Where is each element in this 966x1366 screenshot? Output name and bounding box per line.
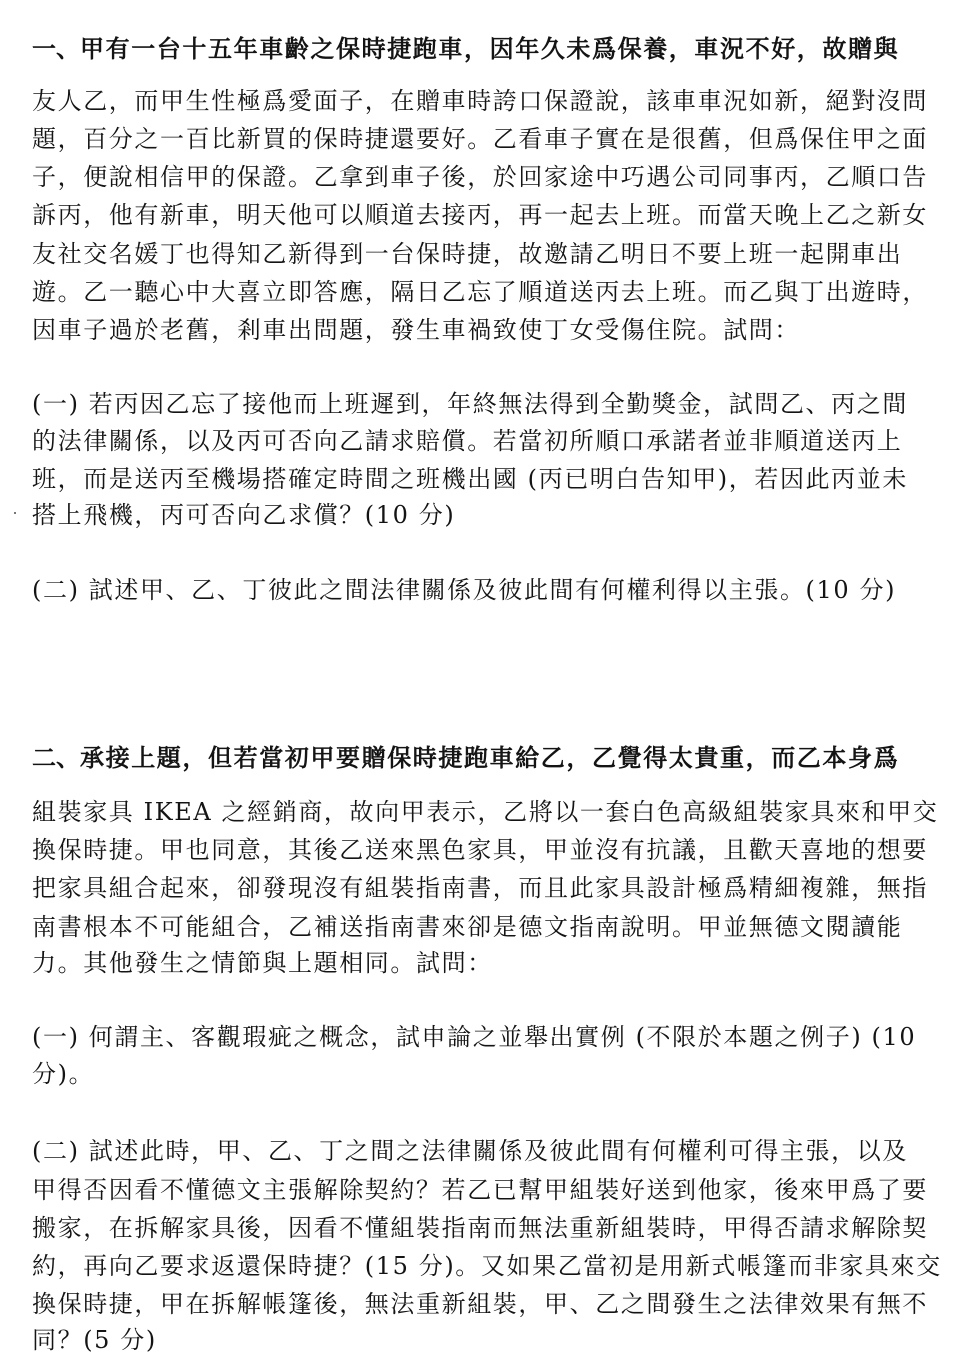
- question-1-line-4: 子，便說相信甲的保證。乙拿到車子後，於回家途中巧遇公司同事丙，乙順口告: [32, 163, 928, 191]
- question-1-line-1: [32, 34, 912, 64]
- question-2-line-5: 南書根本不可能組合，乙補送指南書來卻是德文指南說明。甲並無德文閱讀能: [32, 913, 903, 941]
- question-1-line-8: 因車子過於老舊，剎車出問題，發生車禍致使丁女受傷住院。試問：: [32, 316, 800, 344]
- question-1-sub-2-line-1: (二) 試述甲、乙、丁彼此之間法律關係及彼此間有何權利得以主張。(10 分): [32, 576, 897, 604]
- question-2-sub-1-line-1: (一) 何謂主、客觀瑕疵之概念，試申論之並舉出實例 (不限於本題之例子) (10: [32, 1023, 917, 1051]
- question-1-sub-1-line-2: 的法律關係，以及丙可否向乙請求賠償。若當初所順口承諾者並非順道送丙上: [32, 427, 903, 455]
- question-2-sub-2-line-5: 換保時捷，甲在拆解帳篷後，無法重新組裝，甲、乙之間發生之法律效果有無不: [32, 1290, 928, 1318]
- question-2-sub-2-line-1: (二) 試述此時，甲、乙、丁之間之法律關係及彼此間有何權利可得主張，以及: [32, 1137, 908, 1165]
- question-1-line-7: 遊。乙一聽心中大喜立即答應，隔日乙忘了順道送丙去上班。而乙與丁出遊時，: [32, 278, 928, 306]
- question-1-sub-1-line-1: (一) 若丙因乙忘了接他而上班遲到，年終無法得到全勤獎金，試問乙、丙之間: [32, 390, 908, 418]
- question-2-number: 二、: [32, 743, 80, 772]
- question-2-sub-2-line-3: 搬家，在拆解家具後，因看不懂組裝指南而無法重新組裝時，甲得否請求解除契: [32, 1214, 928, 1242]
- question-1-text: 甲有一台十五年車齡之保時捷跑車，因年久未爲保養，車況不好，故贈與: [80, 34, 900, 63]
- question-2-sub-2-line-4: 約，再向乙要求返還保時捷？(15 分)。又如果乙當初是用新式帳篷而非家具來交: [32, 1252, 942, 1280]
- question-1-sub-1-line-3: 班，而是送丙至機場搭確定時間之班機出國 (丙已明白告知甲)，若因此丙並未: [32, 465, 908, 493]
- question-1-sub-1-line-4: 搭上飛機，丙可否向乙求償？(10 分): [32, 501, 456, 529]
- question-2-text: 承接上題，但若當初甲要贈保時捷跑車給乙，乙覺得太貴重，而乙本身爲: [80, 743, 900, 772]
- question-1-line-6: 友社交名媛丁也得知乙新得到一台保時捷，故邀請乙明日不要上班一起開車出: [32, 240, 903, 268]
- question-1-line-2: 友人乙，而甲生性極爲愛面子，在贈車時誇口保證說，該車車況如新，絕對沒問: [32, 87, 928, 115]
- question-2-line-2: 組裝家具 IKEA 之經銷商，故向甲表示，乙將以一套白色高級組裝家具來和甲交: [32, 798, 939, 826]
- question-2-sub-2-line-6: 同？(5 分): [32, 1326, 157, 1354]
- question-1-number: 一、: [32, 34, 80, 63]
- question-2-sub-2-line-2: 甲得否因看不懂德文主張解除契約？若乙已幫甲組裝好送到他家，後來甲爲了要: [32, 1176, 928, 1204]
- question-1-line-5: 訴丙，他有新車，明天他可以順道去接丙，再一起去上班。而當天晚上乙之新女: [32, 201, 928, 229]
- question-2-line-6: 力。其他發生之情節與上題相同。試問：: [32, 949, 493, 977]
- question-1-line-3: 題，百分之一百比新買的保時捷還要好。乙看車子實在是很舊，但爲保住甲之面: [32, 125, 928, 153]
- question-2-line-3: 換保時捷。甲也同意，其後乙送來黑色家具，甲並沒有抗議，且歡天喜地的想要: [32, 836, 928, 864]
- question-2-line-4: 把家具組合起來，卻發現沒有組裝指南書，而且此家具設計極爲精細複雜，無指: [32, 874, 928, 902]
- scan-speck: [14, 512, 16, 514]
- question-2-sub-1-line-2: 分)。: [32, 1060, 95, 1088]
- question-2-line-1: [32, 743, 912, 773]
